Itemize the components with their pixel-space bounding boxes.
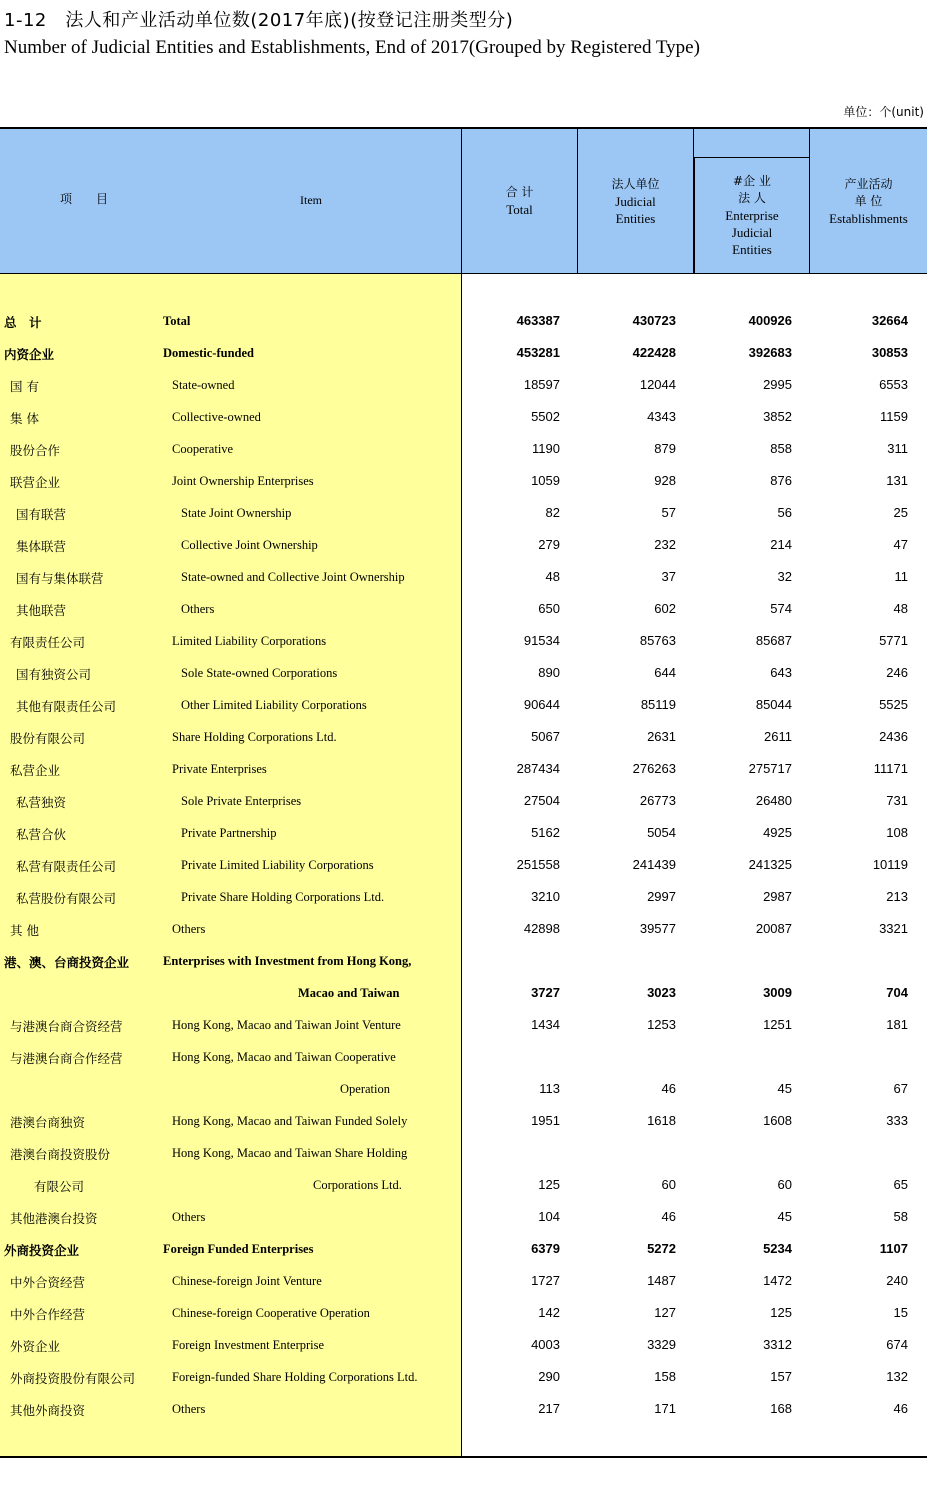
table-row bbox=[0, 434, 927, 466]
value-establishments: 47 bbox=[893, 537, 908, 552]
value-enterprise-judicial: 2995 bbox=[763, 377, 792, 392]
value-total: 82 bbox=[545, 505, 560, 520]
row-label-en: Foreign Investment Enterprise bbox=[172, 1338, 325, 1352]
table-row bbox=[0, 754, 927, 786]
row-label-en: Foreign Funded Enterprises bbox=[163, 1242, 314, 1256]
table-row bbox=[0, 818, 927, 850]
value-establishments: 731 bbox=[886, 793, 908, 808]
row-label-en: Hong Kong, Macao and Taiwan Funded Solely bbox=[172, 1114, 408, 1128]
table-row bbox=[0, 1266, 927, 1298]
row-label-en: Sole Private Enterprises bbox=[181, 794, 302, 808]
table-row bbox=[0, 658, 927, 690]
value-judicial-entities: 60 bbox=[661, 1177, 676, 1192]
table-row bbox=[0, 1394, 927, 1426]
value-judicial-entities: 1618 bbox=[647, 1113, 676, 1128]
table-row bbox=[0, 306, 927, 338]
table-row bbox=[0, 1330, 927, 1362]
value-enterprise-judicial: 32 bbox=[777, 569, 792, 584]
row-label-en: Private Share Holding Corporations Ltd. bbox=[181, 890, 385, 904]
value-total: 890 bbox=[538, 665, 560, 680]
row-label-zh: 其他联营 bbox=[16, 603, 67, 618]
header-judicial-en2: Entities bbox=[615, 210, 656, 226]
value-total: 42898 bbox=[523, 921, 560, 936]
row-label-zh: 联营企业 bbox=[10, 475, 61, 490]
header-total-en: Total bbox=[506, 202, 533, 217]
table-row bbox=[0, 914, 927, 946]
value-enterprise-judicial: 858 bbox=[770, 441, 792, 456]
value-enterprise-judicial: 20087 bbox=[755, 921, 792, 936]
value-total: 1059 bbox=[531, 473, 560, 488]
value-total: 1434 bbox=[531, 1017, 560, 1032]
row-label-zh: 私营有限责任公司 bbox=[16, 859, 117, 874]
row-label-zh: 港、澳、台商投资企业 bbox=[4, 955, 130, 970]
table-row bbox=[0, 1202, 927, 1234]
value-enterprise-judicial: 400926 bbox=[748, 313, 792, 328]
header-est-en: Establishments bbox=[829, 210, 908, 226]
value-judicial-entities: 171 bbox=[654, 1401, 676, 1416]
row-label-zh: 外商投资股份有限公司 bbox=[10, 1371, 136, 1386]
header-judicial-en1: Judicial bbox=[615, 193, 656, 209]
row-label-en: Hong Kong, Macao and Taiwan Share Holding bbox=[172, 1146, 408, 1160]
row-label-zh: 与港澳台商合资经营 bbox=[10, 1019, 123, 1034]
value-establishments: 10119 bbox=[872, 857, 908, 872]
value-establishments: 65 bbox=[893, 1177, 908, 1192]
row-label-en: Others bbox=[172, 922, 206, 936]
row-label-zh: 外资企业 bbox=[10, 1339, 61, 1354]
value-total: 125 bbox=[538, 1177, 560, 1192]
header-enterprise-judicial bbox=[694, 157, 810, 273]
value-enterprise-judicial: 157 bbox=[770, 1369, 792, 1384]
row-label-zh: 股份有限公司 bbox=[10, 731, 86, 746]
table-row bbox=[0, 1170, 927, 1202]
row-label-zh: 私营合伙 bbox=[16, 827, 67, 842]
table-row bbox=[0, 882, 927, 914]
value-enterprise-judicial: 241325 bbox=[748, 857, 792, 872]
row-label-zh: 港澳台商独资 bbox=[10, 1115, 86, 1130]
row-label-en: Other Limited Liability Corporations bbox=[181, 698, 367, 712]
value-judicial-entities: 46 bbox=[661, 1081, 676, 1096]
value-establishments: 132 bbox=[886, 1369, 908, 1384]
value-enterprise-judicial: 392683 bbox=[748, 345, 792, 360]
value-total: 650 bbox=[538, 601, 560, 616]
row-label-zh: 其他有限责任公司 bbox=[16, 699, 117, 714]
table-row bbox=[0, 1234, 927, 1266]
value-enterprise-judicial: 275717 bbox=[748, 761, 792, 776]
row-label-en: Private Limited Liability Corporations bbox=[181, 858, 374, 872]
value-total: 251558 bbox=[516, 857, 560, 872]
row-label-zh: 国有联营 bbox=[16, 507, 67, 522]
value-judicial-entities: 12044 bbox=[639, 377, 676, 392]
row-label-en: Corporations Ltd. bbox=[313, 1178, 402, 1192]
value-establishments: 6553 bbox=[879, 377, 908, 392]
value-enterprise-judicial: 5234 bbox=[763, 1241, 792, 1256]
value-judicial-entities: 1487 bbox=[647, 1273, 676, 1288]
row-label-zh: 其他港澳台投资 bbox=[10, 1211, 98, 1226]
value-enterprise-judicial: 168 bbox=[770, 1401, 792, 1416]
row-label-zh: 国有与集体联营 bbox=[16, 571, 104, 586]
header-establishments bbox=[810, 129, 927, 273]
row-label-zh: 集 体 bbox=[10, 411, 39, 426]
value-total: 48 bbox=[545, 569, 560, 584]
value-enterprise-judicial: 45 bbox=[777, 1209, 792, 1224]
value-total: 6379 bbox=[531, 1241, 560, 1256]
value-judicial-entities: 232 bbox=[654, 537, 676, 552]
value-establishments: 213 bbox=[886, 889, 908, 904]
value-judicial-entities: 1253 bbox=[647, 1017, 676, 1032]
value-enterprise-judicial: 574 bbox=[770, 601, 792, 616]
value-judicial-entities: 241439 bbox=[632, 857, 676, 872]
table-row bbox=[0, 722, 927, 754]
value-judicial-entities: 430723 bbox=[632, 313, 676, 328]
value-total: 27504 bbox=[523, 793, 560, 808]
row-label-en: Private Partnership bbox=[181, 826, 277, 840]
value-establishments: 5771 bbox=[879, 633, 908, 648]
value-judicial-entities: 276263 bbox=[632, 761, 676, 776]
value-enterprise-judicial: 85687 bbox=[755, 633, 792, 648]
row-label-en: Others bbox=[172, 1210, 206, 1224]
table-row bbox=[0, 1298, 927, 1330]
value-total: 290 bbox=[538, 1369, 560, 1384]
value-total: 3210 bbox=[531, 889, 560, 904]
row-label-en: Collective-owned bbox=[172, 410, 261, 424]
value-establishments: 333 bbox=[886, 1113, 908, 1128]
table-row bbox=[0, 1106, 927, 1138]
table-row bbox=[0, 946, 927, 978]
row-label-zh: 集体联营 bbox=[16, 539, 67, 554]
row-label-en: Macao and Taiwan bbox=[298, 986, 400, 1000]
header-item-zh: 项 目 bbox=[60, 192, 115, 206]
value-judicial-entities: 57 bbox=[661, 505, 676, 520]
table-row bbox=[0, 338, 927, 370]
row-label-zh: 港澳台商投资股份 bbox=[10, 1147, 111, 1162]
value-enterprise-judicial: 3009 bbox=[763, 985, 792, 1000]
value-establishments: 67 bbox=[893, 1081, 908, 1096]
table-row bbox=[0, 1042, 927, 1074]
value-establishments: 311 bbox=[887, 441, 908, 456]
row-label-zh: 其 他 bbox=[10, 923, 39, 938]
row-label-en: Others bbox=[181, 602, 215, 616]
value-judicial-entities: 4343 bbox=[647, 409, 676, 424]
value-total: 463387 bbox=[516, 313, 560, 328]
table-row bbox=[0, 850, 927, 882]
row-label-zh: 国有独资公司 bbox=[16, 667, 92, 682]
row-label-en: State Joint Ownership bbox=[181, 506, 292, 520]
value-enterprise-judicial: 1608 bbox=[763, 1113, 792, 1128]
header-enterprise-spacer bbox=[694, 129, 810, 157]
row-label-zh: 有限公司 bbox=[34, 1179, 85, 1194]
table-row bbox=[0, 466, 927, 498]
table-title-english: Number of Judicial Entities and Establishments, End of 2017(Grouped by Registered Type) bbox=[4, 37, 700, 58]
header-judicial-entities bbox=[578, 129, 694, 273]
value-judicial-entities: 644 bbox=[654, 665, 676, 680]
value-establishments: 48 bbox=[893, 601, 908, 616]
value-total: 113 bbox=[539, 1081, 560, 1096]
header-est-zh2: 单 位 bbox=[854, 193, 883, 208]
value-judicial-entities: 2997 bbox=[647, 889, 676, 904]
header-enterprise-en3: Entities bbox=[732, 242, 772, 257]
value-enterprise-judicial: 3312 bbox=[763, 1337, 792, 1352]
header-item bbox=[0, 129, 462, 273]
value-judicial-entities: 85763 bbox=[639, 633, 676, 648]
value-total: 1727 bbox=[531, 1273, 560, 1288]
value-establishments: 674 bbox=[886, 1337, 908, 1352]
value-establishments: 5525 bbox=[879, 697, 908, 712]
value-enterprise-judicial: 45 bbox=[777, 1081, 792, 1096]
value-judicial-entities: 422428 bbox=[632, 345, 676, 360]
value-judicial-entities: 2631 bbox=[647, 729, 676, 744]
value-establishments: 181 bbox=[886, 1017, 908, 1032]
value-establishments: 11 bbox=[894, 569, 908, 584]
row-label-en: Operation bbox=[340, 1082, 390, 1096]
row-label-zh: 与港澳台商合作经营 bbox=[10, 1051, 123, 1066]
value-judicial-entities: 602 bbox=[654, 601, 676, 616]
row-label-en: Limited Liability Corporations bbox=[172, 634, 327, 648]
row-label-en: Total bbox=[163, 314, 191, 328]
table-row bbox=[0, 1362, 927, 1394]
row-label-en: Foreign-funded Share Holding Corporations Ltd. bbox=[172, 1370, 418, 1384]
table-row bbox=[0, 402, 927, 434]
row-label-en: Collective Joint Ownership bbox=[181, 538, 318, 552]
table-row bbox=[0, 978, 927, 1010]
value-judicial-entities: 46 bbox=[661, 1209, 676, 1224]
table-row bbox=[0, 594, 927, 626]
bottom-rule bbox=[0, 1456, 927, 1458]
row-label-en: State-owned and Collective Joint Ownership bbox=[181, 570, 405, 584]
row-label-en: Hong Kong, Macao and Taiwan Joint Venture bbox=[172, 1018, 401, 1032]
value-establishments: 246 bbox=[886, 665, 908, 680]
value-establishments: 15 bbox=[893, 1305, 908, 1320]
row-label-zh: 内资企业 bbox=[4, 347, 55, 362]
value-establishments: 1107 bbox=[879, 1241, 908, 1256]
value-judicial-entities: 158 bbox=[654, 1369, 676, 1384]
value-establishments: 30853 bbox=[871, 345, 908, 360]
row-label-zh: 私营股份有限公司 bbox=[16, 891, 117, 906]
value-judicial-entities: 39577 bbox=[639, 921, 676, 936]
value-total: 5067 bbox=[531, 729, 560, 744]
row-label-en: Cooperative bbox=[172, 442, 234, 456]
value-total: 453281 bbox=[516, 345, 560, 360]
table-row bbox=[0, 498, 927, 530]
row-label-zh: 其他外商投资 bbox=[10, 1403, 86, 1418]
value-enterprise-judicial: 85044 bbox=[755, 697, 792, 712]
row-label-en: Chinese-foreign Cooperative Operation bbox=[172, 1306, 370, 1320]
value-enterprise-judicial: 60 bbox=[777, 1177, 792, 1192]
value-establishments: 1159 bbox=[880, 409, 908, 424]
value-enterprise-judicial: 1472 bbox=[763, 1273, 792, 1288]
row-label-zh: 中外合资经营 bbox=[10, 1275, 86, 1290]
value-total: 3727 bbox=[531, 985, 560, 1000]
value-total: 5162 bbox=[531, 825, 560, 840]
row-label-zh: 私营独资 bbox=[16, 795, 67, 810]
value-establishments: 25 bbox=[893, 505, 908, 520]
value-total: 287434 bbox=[516, 761, 560, 776]
row-label-en: Hong Kong, Macao and Taiwan Cooperative bbox=[172, 1050, 396, 1064]
value-judicial-entities: 928 bbox=[654, 473, 676, 488]
value-judicial-entities: 26773 bbox=[639, 793, 676, 808]
header-enterprise-en2: Judicial bbox=[731, 225, 773, 240]
value-establishments: 11171 bbox=[873, 761, 908, 776]
table-row bbox=[0, 1074, 927, 1106]
value-establishments: 46 bbox=[893, 1401, 908, 1416]
value-judicial-entities: 127 bbox=[654, 1305, 676, 1320]
table-row bbox=[0, 1138, 927, 1170]
row-label-en: Sole State-owned Corporations bbox=[181, 666, 338, 680]
header-enterprise-en1: Enterprise bbox=[725, 208, 779, 223]
value-total: 104 bbox=[538, 1209, 560, 1224]
value-total: 217 bbox=[538, 1401, 560, 1416]
header-enterprise-zh1: #企 业 bbox=[733, 174, 771, 188]
value-judicial-entities: 85119 bbox=[640, 697, 676, 712]
table-row bbox=[0, 786, 927, 818]
row-label-zh: 外商投资企业 bbox=[4, 1243, 80, 1258]
value-enterprise-judicial: 4925 bbox=[763, 825, 792, 840]
row-label-zh: 股份合作 bbox=[10, 443, 61, 458]
header-total-zh: 合 计 bbox=[505, 185, 534, 199]
value-establishments: 108 bbox=[886, 825, 908, 840]
header-total bbox=[462, 129, 578, 273]
value-establishments: 704 bbox=[886, 985, 908, 1000]
row-label-en: Joint Ownership Enterprises bbox=[172, 474, 314, 488]
value-total: 279 bbox=[538, 537, 560, 552]
table-row bbox=[0, 626, 927, 658]
value-judicial-entities: 37 bbox=[661, 569, 676, 584]
table-row bbox=[0, 690, 927, 722]
row-label-en: Chinese-foreign Joint Venture bbox=[172, 1274, 322, 1288]
value-enterprise-judicial: 1251 bbox=[763, 1017, 792, 1032]
row-label-zh: 国 有 bbox=[10, 379, 39, 394]
row-label-en: Enterprises with Investment from Hong Kong, bbox=[163, 954, 412, 968]
value-enterprise-judicial: 643 bbox=[770, 665, 792, 680]
value-enterprise-judicial: 2611 bbox=[764, 729, 792, 744]
value-judicial-entities: 5054 bbox=[647, 825, 676, 840]
row-label-en: Private Enterprises bbox=[172, 762, 267, 776]
value-establishments: 2436 bbox=[879, 729, 908, 744]
header-judicial-zh: 法人单位 bbox=[611, 176, 660, 191]
row-label-zh: 有限责任公司 bbox=[10, 635, 86, 650]
value-establishments: 32664 bbox=[871, 313, 908, 328]
header-est-zh1: 产业活动 bbox=[844, 176, 893, 191]
value-establishments: 58 bbox=[893, 1209, 908, 1224]
row-label-en: Domestic-funded bbox=[163, 346, 254, 360]
row-label-zh: 总 计 bbox=[4, 315, 42, 330]
value-enterprise-judicial: 3852 bbox=[763, 409, 792, 424]
table-row bbox=[0, 562, 927, 594]
value-enterprise-judicial: 56 bbox=[777, 505, 792, 520]
value-judicial-entities: 3329 bbox=[647, 1337, 676, 1352]
value-establishments: 3321 bbox=[879, 921, 908, 936]
row-label-en: State-owned bbox=[172, 378, 235, 392]
table-row bbox=[0, 1010, 927, 1042]
value-total: 91534 bbox=[523, 633, 560, 648]
header-enterprise-zh2: 法 人 bbox=[738, 191, 766, 205]
value-enterprise-judicial: 214 bbox=[770, 537, 792, 552]
value-enterprise-judicial: 125 bbox=[770, 1305, 792, 1320]
value-enterprise-judicial: 2987 bbox=[763, 889, 792, 904]
value-total: 90644 bbox=[523, 697, 560, 712]
value-judicial-entities: 3023 bbox=[647, 985, 676, 1000]
value-enterprise-judicial: 26480 bbox=[755, 793, 792, 808]
unit-label: 单位：个(unit) bbox=[843, 105, 924, 119]
table-title-chinese: 1-12 法人和产业活动单位数(2017年底)(按登记注册类型分) bbox=[4, 10, 514, 31]
value-judicial-entities: 879 bbox=[654, 441, 676, 456]
value-total: 142 bbox=[538, 1305, 560, 1320]
row-label-en: Others bbox=[172, 1402, 206, 1416]
value-total: 4003 bbox=[531, 1337, 560, 1352]
value-total: 18597 bbox=[523, 377, 560, 392]
table-row bbox=[0, 530, 927, 562]
row-label-en: Share Holding Corporations Ltd. bbox=[172, 730, 337, 744]
row-label-zh: 中外合作经营 bbox=[10, 1307, 86, 1322]
value-total: 5502 bbox=[531, 409, 560, 424]
header-item-en: Item bbox=[300, 193, 322, 207]
row-label-zh: 私营企业 bbox=[10, 763, 61, 778]
value-establishments: 240 bbox=[886, 1273, 908, 1288]
value-judicial-entities: 5272 bbox=[647, 1241, 676, 1256]
table-row bbox=[0, 370, 927, 402]
value-total: 1951 bbox=[531, 1113, 560, 1128]
value-total: 1190 bbox=[532, 441, 560, 456]
value-establishments: 131 bbox=[886, 473, 908, 488]
value-enterprise-judicial: 876 bbox=[770, 473, 792, 488]
